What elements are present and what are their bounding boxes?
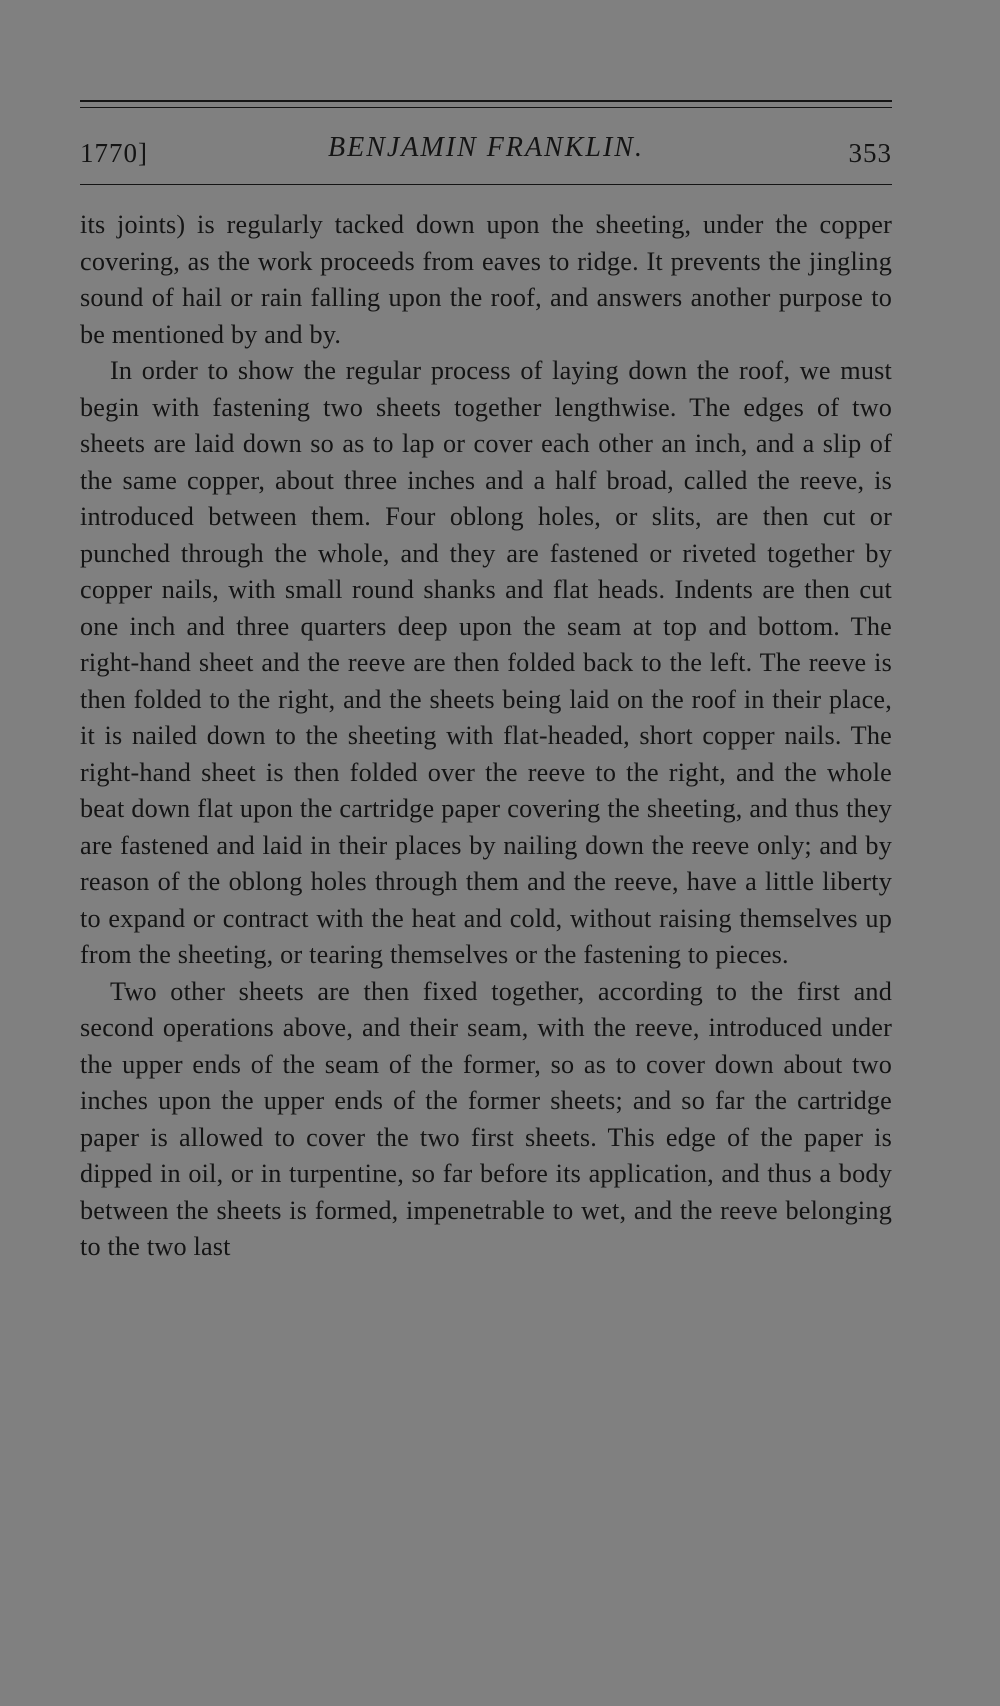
header-year: 1770] — [80, 138, 148, 168]
book-page — [80, 100, 892, 1266]
body-text — [80, 207, 892, 1266]
header-rule — [80, 184, 892, 185]
paragraph: In order to show the regular process of laying down the roof, we must begin with fastening two sheets together lengthwise. The edges of two sheets are laid down so as to lap or cover each other an inch, and a slip of the same copper, about three inches and a half broad, called the reeve, is introduced between them. Four oblong holes, or slits, are then cut or punched through the whole, and they are fastened or riveted together by copper nails, with small round shanks and flat heads. Indents are then cut one inch and three quarters deep upon the seam at top and bottom. The right-hand sheet and the reeve are then folded back to the left. The reeve is then folded to the right, and the sheets being laid on the roof in their place, it is nailed down to the sheeting with flat-headed, short copper nails. The right-hand sheet is then folded over the reeve to the right, and the whole beat down flat upon the cartridge paper covering the sheeting, and thus they are fastened and laid in their places by nailing down the reeve only; and by reason of the oblong holes through them and the reeve, have a little liberty to expand or contract with the heat and cold, without raising themselves up from the sheeting, or tearing themselves or the fastening to pieces. — [80, 356, 892, 969]
paragraph-continued: its joints) is regularly tacked down upon the sheeting, under the copper covering, as the work proceeds from eaves to ridge. It prevents the jingling sound of hail or rain falling upon the roof, and answers another purpose to be mentioned by and by. — [80, 210, 892, 349]
header-double-rule — [80, 100, 892, 108]
running-head — [80, 132, 892, 182]
header-title: BENJAMIN FRANKLIN. — [328, 132, 644, 163]
paragraph: Two other sheets are then fixed together, according to the first and second operations above, and their seam, with the reeve, introduced under the upper ends of the seam of the former, so as to cover down about two inches upon the upper ends of the former sheets; and so far the cartridge paper is allowed to cover the two first sheets. This edge of the paper is dipped in oil, or in turpentine, so far before its application, and thus a body between the sheets is formed, impenetrable to wet, and the reeve belonging to the two last — [80, 976, 892, 1261]
page-number: 353 — [848, 138, 892, 168]
